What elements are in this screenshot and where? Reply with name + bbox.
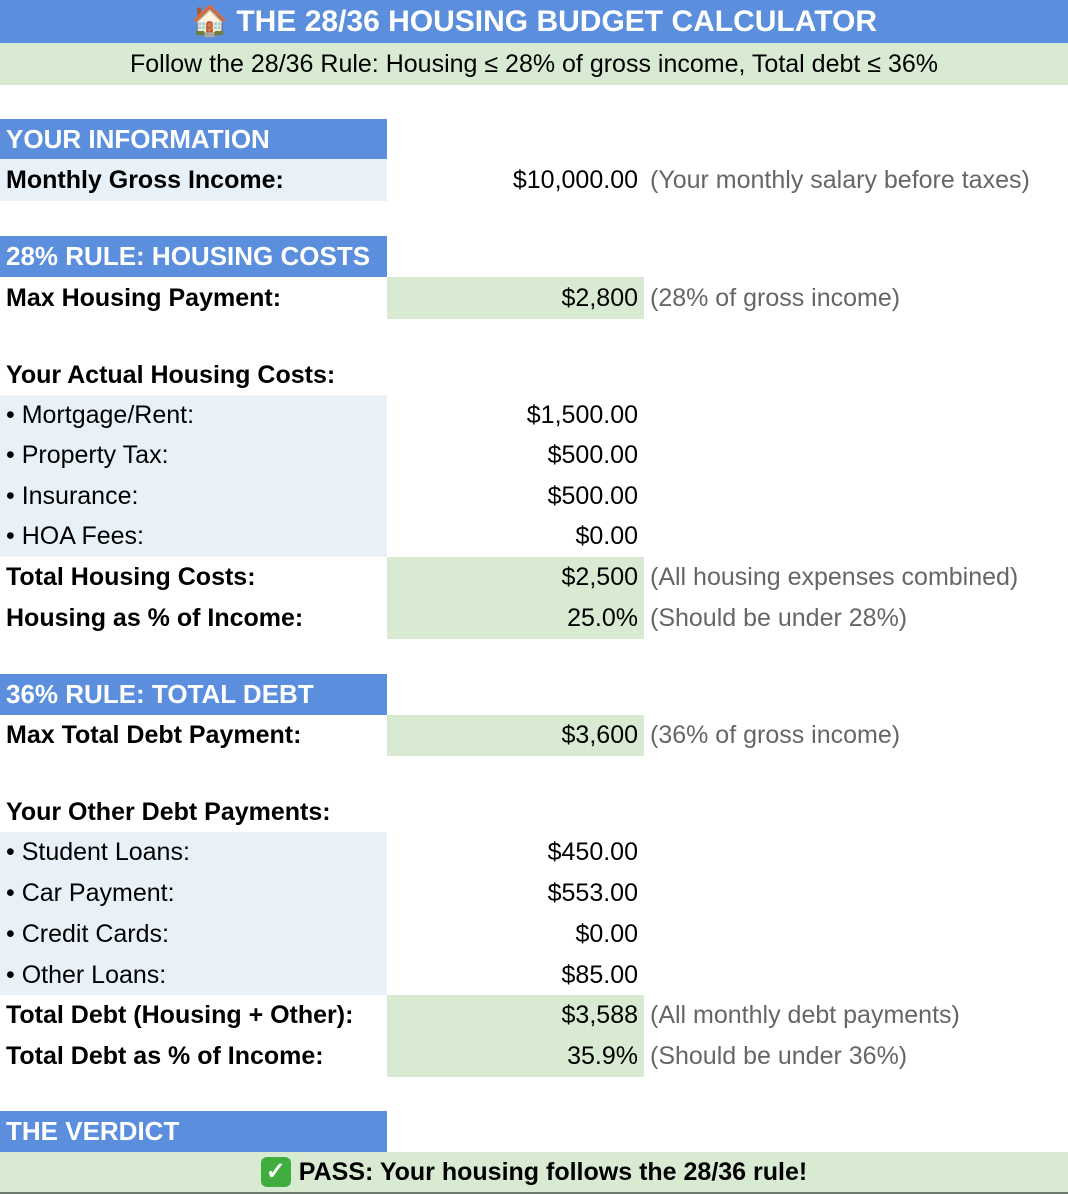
other-debt-label-row: Your Other Debt Payments:	[6, 797, 331, 826]
debt-item-row: • Credit Cards: $0.00	[0, 914, 1068, 955]
income-input[interactable]: $10,000.00	[512, 165, 638, 194]
max-debt-row: Max Total Debt Payment: $3,600 (36% of gross income)	[0, 715, 1068, 756]
debt-item-row: • Other Loans: $85.00	[0, 955, 1068, 995]
debt-pct-row: Total Debt as % of Income: 35.9% (Should be under 36%)	[0, 1036, 1068, 1077]
max-housing-value: $2,800	[387, 277, 644, 319]
subtitle-row	[0, 43, 1068, 85]
housing-item-row: • Insurance: $500.00	[0, 476, 1068, 517]
verdict-row	[0, 1152, 1068, 1194]
section-header-info: YOUR INFORMATION	[0, 119, 1068, 159]
total-debt-row: Total Debt (Housing + Other): $3,588 (All monthly debt payments)	[0, 995, 1068, 1036]
car-payment-input[interactable]: $553.00	[547, 879, 638, 907]
debt-item-row: • Student Loans: $450.00	[0, 832, 1068, 873]
check-icon: ✓	[261, 1157, 291, 1187]
verdict-text: PASS: Your housing follows the 28/36 rule!	[298, 1157, 808, 1186]
property-tax-input[interactable]: $500.00	[547, 441, 638, 470]
section-header-debt: 36% RULE: TOTAL DEBT	[0, 674, 1068, 715]
housing-item-row: • HOA Fees: $0.00	[0, 517, 1068, 558]
actual-housing-label-row: Your Actual Housing Costs:	[6, 360, 336, 389]
section-header-verdict: THE VERDICT	[0, 1111, 1068, 1152]
housing-pct-row: Housing as % of Income: 25.0% (Should be under 28%)	[0, 598, 1068, 639]
max-housing-row: Max Housing Payment: $2,800 (28% of gross income)	[0, 277, 1068, 319]
debt-item-row: • Car Payment: $553.00	[0, 873, 1068, 914]
total-housing-row: Total Housing Costs: $2,500 (All housing expenses combined)	[0, 557, 1068, 598]
title-bar	[0, 0, 1068, 43]
section-header-housing: 28% RULE: HOUSING COSTS	[0, 236, 1068, 277]
credit-cards-input[interactable]: $0.00	[575, 920, 638, 948]
mortgage-input[interactable]: $1,500.00	[526, 400, 638, 429]
housing-item-row: • Property Tax: $500.00	[0, 436, 1068, 477]
student-loans-input[interactable]: $450.00	[547, 838, 638, 866]
page-title: THE 28/36 HOUSING BUDGET CALCULATOR	[236, 4, 877, 38]
housing-item-row: • Mortgage/Rent: $1,500.00	[0, 395, 1068, 436]
subtitle: Follow the 28/36 Rule: Housing ≤ 28% of gross income, Total debt ≤ 36%	[130, 49, 938, 78]
income-row: Monthly Gross Income: $10,000.00 (Your monthly salary before taxes)	[0, 159, 1068, 201]
other-loans-input[interactable]: $85.00	[561, 960, 638, 989]
hoa-input[interactable]: $0.00	[575, 522, 638, 551]
insurance-input[interactable]: $500.00	[547, 481, 638, 510]
house-icon: 🏠	[191, 5, 229, 38]
